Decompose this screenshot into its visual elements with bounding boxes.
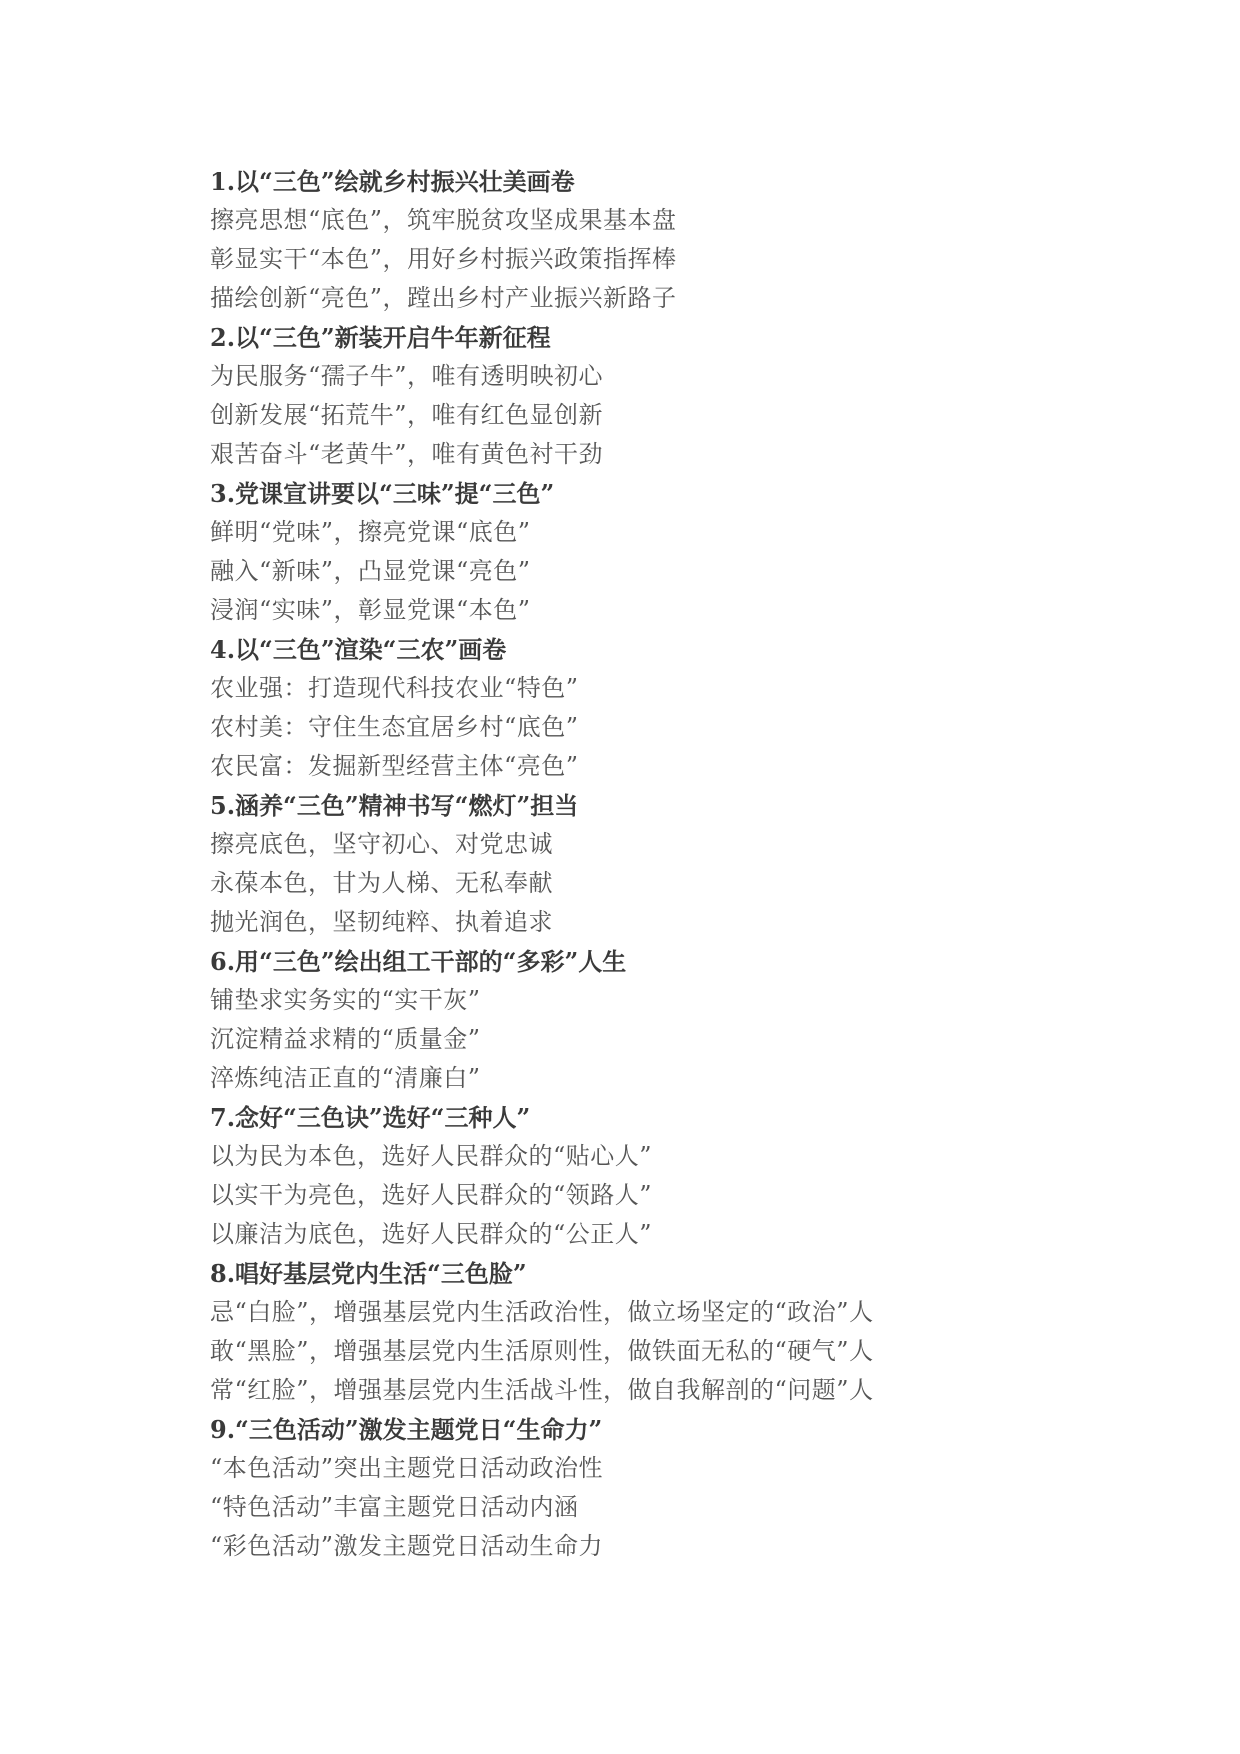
section-line: 敢“黑脸”，增强基层党内生活原则性，做铁面无私的“硬气”人 bbox=[210, 1337, 874, 1365]
section-line: 创新发展“拓荒牛”，唯有红色显创新 bbox=[210, 401, 604, 429]
section-line: 农民富：发掘新型经营主体“亮色” bbox=[210, 752, 579, 780]
section-line: 忌“白脸”，增强基层党内生活政治性，做立场坚定的“政治”人 bbox=[210, 1298, 874, 1326]
section-line: 常“红脸”，增强基层党内生活战斗性，做自我解剖的“问题”人 bbox=[210, 1376, 874, 1404]
section-8 bbox=[210, 1254, 1210, 1410]
section-line: 铺垫求实务实的“实干灰” bbox=[210, 986, 481, 1014]
section-line: 为民服务“孺子牛”，唯有透明映初心 bbox=[210, 362, 604, 390]
section-7 bbox=[210, 1098, 1210, 1254]
section-line: 农村美：守住生态宜居乡村“底色” bbox=[210, 713, 579, 741]
section-line: 描绘创新“亮色”，蹚出乡村产业振兴新路子 bbox=[210, 284, 677, 312]
section-line: 农业强：打造现代科技农业“特色” bbox=[210, 674, 579, 702]
section-line: 彰显实干“本色”，用好乡村振兴政策指挥棒 bbox=[210, 245, 677, 273]
section-heading: 4.以“三色”渲染“三农”画卷 bbox=[210, 635, 507, 664]
section-2 bbox=[210, 318, 1210, 474]
section-heading: 8.唱好基层党内生活“三色脸” bbox=[210, 1259, 527, 1288]
section-line: 浸润“实味”，彰显党课“本色” bbox=[210, 596, 531, 624]
section-line: 艰苦奋斗“老黄牛”，唯有黄色衬干劲 bbox=[210, 440, 604, 468]
section-line: “本色活动”突出主题党日活动政治性 bbox=[210, 1454, 604, 1482]
section-heading: 9.“三色活动”激发主题党日“生命力” bbox=[210, 1415, 603, 1444]
section-line: 以廉洁为底色，选好人民群众的“公正人” bbox=[210, 1220, 653, 1248]
section-heading: 3.党课宣讲要以“三味”提“三色” bbox=[210, 479, 555, 508]
section-3 bbox=[210, 474, 1210, 630]
section-line: “特色活动”丰富主题党日活动内涵 bbox=[210, 1493, 579, 1521]
section-line: 抛光润色，坚韧纯粹、执着追求 bbox=[210, 908, 553, 936]
section-line: “彩色活动”激发主题党日活动生命力 bbox=[210, 1532, 604, 1560]
section-4 bbox=[210, 630, 1210, 786]
section-line: 鲜明“党味”，擦亮党课“底色” bbox=[210, 518, 531, 546]
section-line: 以实干为亮色，选好人民群众的“领路人” bbox=[210, 1181, 653, 1209]
section-5 bbox=[210, 786, 1210, 942]
section-line: 融入“新味”，凸显党课“亮色” bbox=[210, 557, 531, 585]
section-heading: 5.涵养“三色”精神书写“燃灯”担当 bbox=[210, 791, 579, 820]
section-9 bbox=[210, 1410, 1210, 1566]
section-heading: 2.以“三色”新装开启牛年新征程 bbox=[210, 323, 551, 352]
section-heading: 1.以“三色”绘就乡村振兴壮美画卷 bbox=[210, 167, 575, 196]
section-line: 永葆本色，甘为人梯、无私奉献 bbox=[210, 869, 553, 897]
section-line: 淬炼纯洁正直的“清廉白” bbox=[210, 1064, 481, 1092]
section-6 bbox=[210, 942, 1210, 1098]
section-1 bbox=[210, 162, 1210, 318]
section-heading: 7.念好“三色诀”选好“三种人” bbox=[210, 1103, 531, 1132]
section-line: 擦亮底色，坚守初心、对党忠诚 bbox=[210, 830, 553, 858]
document-page bbox=[210, 162, 1210, 1566]
section-heading: 6.用“三色”绘出组工干部的“多彩”人生 bbox=[210, 947, 627, 976]
section-line: 沉淀精益求精的“质量金” bbox=[210, 1025, 481, 1053]
section-line: 以为民为本色，选好人民群众的“贴心人” bbox=[210, 1142, 653, 1170]
section-line: 擦亮思想“底色”，筑牢脱贫攻坚成果基本盘 bbox=[210, 206, 677, 234]
